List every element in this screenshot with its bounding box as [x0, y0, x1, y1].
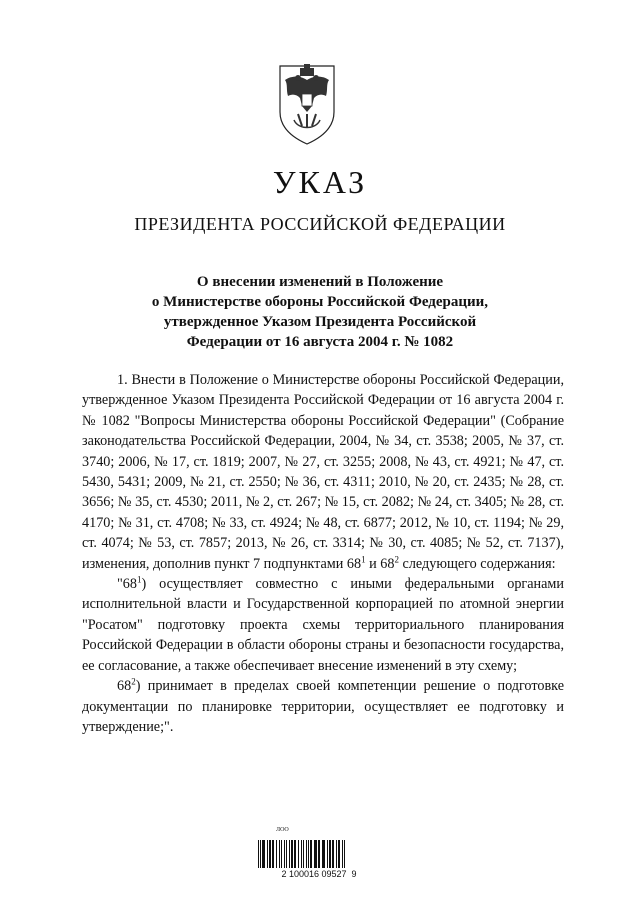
barcode-bar — [308, 840, 309, 868]
barcode-bar — [289, 840, 290, 868]
barcode-bar — [327, 840, 328, 868]
paragraph-1-and: и 68 — [365, 555, 395, 572]
heading-line: Федерации от 16 августа 2004 г. № 1082 — [186, 334, 454, 350]
barcode-bar — [298, 840, 299, 868]
superscript: 1 — [136, 574, 142, 585]
barcode-bar — [318, 840, 320, 868]
barcode-bar — [336, 840, 337, 868]
barcode-bar — [260, 840, 261, 868]
heading-line: о Министерстве обороны Российской Федерации, — [151, 294, 489, 310]
barcode-bar — [303, 840, 304, 868]
decree-heading — [110, 272, 530, 352]
barcode-bar — [286, 840, 287, 868]
paragraph-2-open: "68 — [117, 576, 137, 593]
superscript: 1 — [361, 553, 366, 564]
barcode-bar — [338, 840, 340, 868]
paragraph-3 — [82, 676, 564, 737]
paragraph-1-tail: следующего содержания: — [399, 555, 556, 572]
barcode-bar — [314, 840, 317, 868]
heading-line: О внесении изменений в Положение — [196, 274, 444, 290]
superscript: 2 — [394, 553, 399, 564]
paragraph-1 — [82, 370, 564, 574]
coat-of-arms-icon — [276, 60, 338, 146]
barcode-bar — [269, 840, 271, 868]
paragraph-2 — [82, 574, 564, 676]
document-subtitle: ПРЕЗИДЕНТА РОССИЙСКОЙ ФЕДЕРАЦИИ — [134, 214, 506, 234]
superscript: 2 — [131, 676, 136, 687]
barcode-bar — [291, 840, 293, 868]
paragraph-1-text: 1. Внести в Положение о Министерстве обороны Российской Федерации, утвержденное Указом Президента Российской Федерации от 16 августа 2004 г. № 1082 "Вопросы Министерства обороны Российской Федерации" (Собрание законодательства Российской Федерации, 2004, № 34, ст. 3538; 2005, № 37, ст. 3740; 2006, № 17, ст. 1819; 2007, № 27, ст. 3255; 2008, № 43, ст. 4921; № 47, ст. 5430, 5431; 2009, № 21, ст. 2550; № 36, ст. 4311; 2010, № 20, ст. 2435; № 28, ст. 3656; № 35, ст. 4530; 2011, № 2, ст. 267; № 15, ст. 2082; № 24, ст. 3405; № 28, ст. 4170; № 31, ст. 4708; № 33, ст. 4924; № 48, ст. 6877; 2012, № 10, ст. 1194; № 29, ст. 4074; № 53, ст. 7857; 2013, № 26, ст. 3314; № 30, ст. 4085; № 52, ст. 7137), изменения, дополнив пункт 7 подпунктами 68 — [82, 372, 564, 572]
barcode-bar — [342, 840, 343, 868]
barcode — [254, 826, 384, 882]
barcode-bar — [329, 840, 331, 868]
barcode-bars — [254, 840, 384, 868]
barcode-bar — [281, 840, 282, 868]
barcode-bar — [284, 840, 285, 868]
barcode-bar — [306, 840, 307, 868]
barcode-bar — [301, 840, 302, 868]
barcode-number: 2 100016 09527 9 — [281, 869, 357, 879]
paragraph-3-open: 68 — [117, 678, 132, 695]
barcode-bar — [332, 840, 334, 868]
barcode-bar — [262, 840, 265, 868]
paragraph-2-text: ) осуществляет совместно с иными федеральными органами исполнительной власти и Государственной корпорацией по атомной энергии "Росатом" подготовку проекта схемы территориального планирования Российской Федерации в области обороны страны и безопасности государства, ее согласование, а также обеспечивает внесение изменений в эту схему; — [82, 576, 564, 674]
barcode-bar — [272, 840, 274, 868]
barcode-bar — [322, 840, 325, 868]
barcode-tiny-label: ЛОО — [276, 827, 289, 833]
barcode-bar — [276, 840, 277, 868]
barcode-bar — [294, 840, 296, 868]
barcode-bar — [258, 840, 259, 868]
heading-line: утвержденное Указом Президента Российской — [163, 314, 477, 330]
barcode-bar — [279, 840, 280, 868]
decree-body — [82, 370, 564, 737]
paragraph-3-text: ) принимает в пределах своей компетенции решение о подготовке документации по планировке территории, осуществляет ее подготовку и утверждение;". — [82, 678, 564, 735]
barcode-bar — [310, 840, 312, 868]
barcode-bar — [344, 840, 345, 868]
document-title: УКАЗ — [272, 164, 368, 200]
barcode-bar — [267, 840, 268, 868]
